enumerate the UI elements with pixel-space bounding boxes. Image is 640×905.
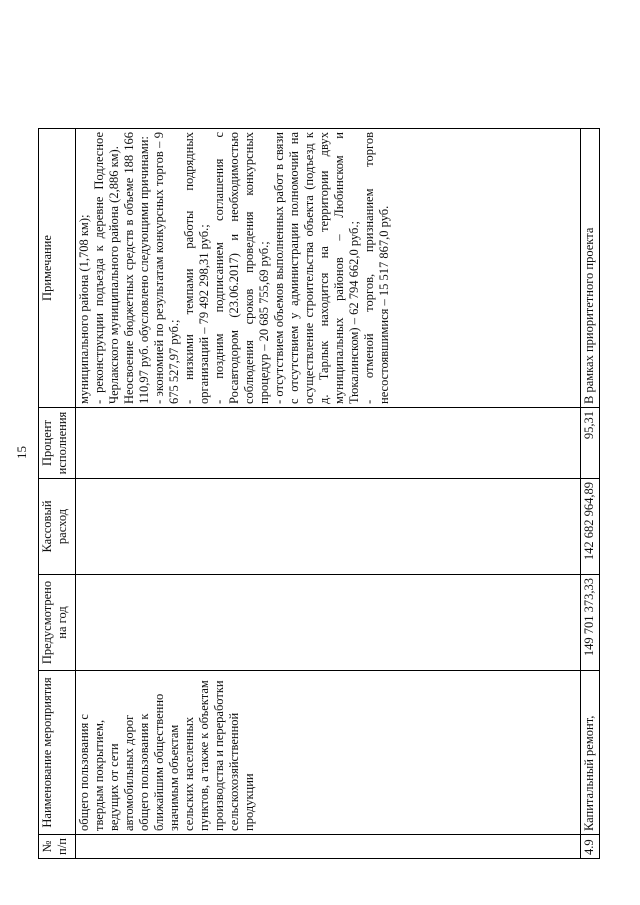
table-row: [76, 129, 581, 859]
note-line: - отсутствием объемов выполненных работ в связи с отсутствием у администрации полномочий на осуществление строительства объекта (подъезд к д. Тарлык находится на территории двух муниципальных районов – Любинском и Тюкалинском) – 62 794 662,0 руб.;: [272, 132, 361, 404]
cell-num: 4.9: [581, 835, 600, 859]
header-cash: Кассовый расход: [39, 479, 76, 575]
header-percent: Процент исполнения: [39, 408, 76, 479]
header-note: Примечание: [39, 129, 76, 408]
cell-cash: [76, 479, 581, 575]
table-row: [581, 129, 600, 859]
table-header-row: [39, 129, 76, 859]
header-planned: Предусмотрено на год: [39, 575, 76, 671]
cell-planned: [76, 575, 581, 671]
note-line: муниципального района (1,708 км);: [77, 214, 91, 404]
cell-name: общего пользования с твердым покрытием, ведущих от сети автомобильных дорог общего пользования к ближайшим общественно значимым объектам сельских населенных пунктов, а также к объектам производства и переработки сельскохозяйственной продукции: [76, 671, 581, 835]
note-line: - поздним подписанием соглашения с Росавтодором (23.06.2017) и необходимостью соблюдения сроков проведения конкурсных процедур – 20 685 755,69 руб.;: [212, 132, 271, 404]
cell-name: Капитальный ремонт,: [581, 671, 600, 835]
note-line: - низкими темпами работы подрядных организаций – 79 492 298,31 руб.;: [182, 132, 211, 404]
note-line: - реконструкции подъезда к деревне Подлесное Черлакского муниципального района (2,886 км).: [92, 132, 121, 404]
report-table: [38, 128, 600, 859]
cell-note: В рамках приоритетного проекта: [581, 129, 600, 408]
header-num: № п/п: [39, 835, 76, 859]
note-line: Неосвоение бюджетных средств в объеме 188 166 110,97 руб. обусловлено следующими причинами:: [122, 132, 151, 404]
cell-note: [76, 129, 581, 408]
cell-cash: 142 682 964,89: [581, 479, 600, 575]
note-line: - отменой торгов, признанием торгов несостоявшимися – 15 517 867,0 руб.: [362, 132, 391, 404]
cell-num: [76, 835, 581, 859]
cell-percent: 95,31: [581, 408, 600, 479]
cell-planned: 149 701 373,33: [581, 575, 600, 671]
note-line: - экономией по результатам конкурсных торгов – 9 675 527,97 руб.;: [152, 132, 181, 404]
header-name: Наименование мероприятия: [39, 671, 76, 835]
cell-percent: [76, 408, 581, 479]
page-number: 15: [14, 446, 29, 459]
